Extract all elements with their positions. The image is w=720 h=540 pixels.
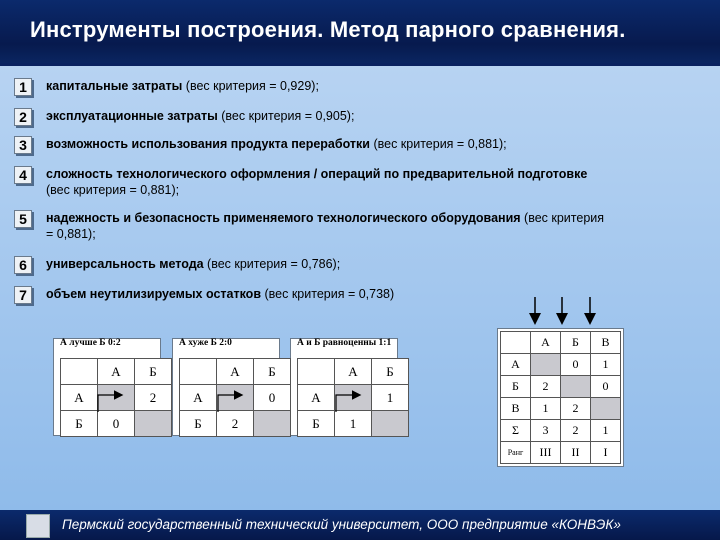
criterion-name: надежность и безопасность применяемого технологического оборудования bbox=[46, 211, 521, 225]
matrix-cell: 1 bbox=[531, 398, 561, 420]
criterion-number: 1 bbox=[14, 78, 32, 96]
criterion-number: 4 bbox=[14, 166, 32, 184]
example-cell: Б bbox=[298, 411, 335, 437]
example-cell: А bbox=[61, 385, 98, 411]
example-cell: А bbox=[217, 359, 254, 385]
example-caption: А и Б равноценны 1:1 bbox=[297, 338, 392, 348]
matrix-header-cell: Б bbox=[561, 332, 591, 354]
slide-title: Инструменты построения. Метод парного сравнения. bbox=[30, 17, 626, 42]
criterion-number: 7 bbox=[14, 286, 32, 304]
example-cell: Б bbox=[254, 359, 291, 385]
criterion-weight: (вес критерия = 0,786); bbox=[203, 257, 341, 271]
example-cell: Б bbox=[372, 359, 409, 385]
example-cell: Б bbox=[180, 411, 217, 437]
criterion-number: 5 bbox=[14, 210, 32, 228]
university-logo-icon bbox=[26, 514, 50, 538]
example-cell: Б bbox=[61, 411, 98, 437]
matrix-cell: 2 bbox=[561, 420, 591, 442]
criterion-weight: (вес критерия = 0,905); bbox=[217, 109, 355, 123]
example-cell: А bbox=[335, 359, 372, 385]
criterion-weight: (вес критерия = 0,881); bbox=[46, 211, 605, 241]
matrix-cell: В bbox=[501, 398, 531, 420]
example-cell: 2 bbox=[135, 385, 172, 411]
criterion-name: сложность технологического оформления / операций по предварительной подготовке bbox=[46, 167, 588, 181]
criterion-weight: (вес критерия = 0,738) bbox=[261, 287, 395, 301]
criterion-number: 2 bbox=[14, 108, 32, 126]
example-cell: Б bbox=[135, 359, 172, 385]
example-cell: 0 bbox=[98, 411, 135, 437]
criterion-name: капитальные затраты bbox=[46, 79, 183, 93]
example-arrow-1 bbox=[98, 395, 121, 412]
matrix-cell: 3 bbox=[531, 420, 561, 442]
example-caption: А хуже Б 2:0 bbox=[179, 338, 232, 348]
example-cell: А bbox=[180, 385, 217, 411]
matrix-cell: 0 bbox=[561, 354, 591, 376]
matrix-cell: 1 bbox=[591, 354, 621, 376]
matrix-cell: 2 bbox=[561, 398, 591, 420]
matrix-cell: 2 bbox=[531, 376, 561, 398]
matrix-cell: Ранг bbox=[501, 442, 531, 464]
example-arrow-2 bbox=[218, 395, 241, 412]
matrix-cell: I bbox=[591, 442, 621, 464]
matrix-cell: III bbox=[531, 442, 561, 464]
criterion-weight: (вес критерия = 0,929); bbox=[182, 79, 319, 93]
matrix-header-cell: А bbox=[531, 332, 561, 354]
matrix-cell: Σ bbox=[501, 420, 531, 442]
matrix-cell: 1 bbox=[591, 420, 621, 442]
example-caption: А лучше Б 0:2 bbox=[60, 338, 121, 348]
criterion-name: универсальность метода bbox=[46, 257, 204, 271]
footer-text: Пермский государственный технический университет, ООО предприятие «КОНВЭК» bbox=[62, 517, 621, 532]
example-arrow-3 bbox=[336, 395, 359, 412]
matrix-cell: Б bbox=[501, 376, 531, 398]
example-cell: А bbox=[98, 359, 135, 385]
criterion-weight: (вес критерия = 0,881); bbox=[46, 183, 180, 197]
criterion-name: возможность использования продукта переработки bbox=[46, 137, 370, 151]
criterion-name: объем неутилизируемых остатков bbox=[46, 287, 262, 301]
matrix-cell: А bbox=[501, 354, 531, 376]
example-cell: А bbox=[298, 385, 335, 411]
criterion-number: 3 bbox=[14, 136, 32, 154]
example-cell: 0 bbox=[254, 385, 291, 411]
criterion-name: эксплуатационные затраты bbox=[46, 109, 218, 123]
footer-bar bbox=[0, 510, 720, 540]
matrix-header-cell: В bbox=[591, 332, 621, 354]
matrix-cell: II bbox=[561, 442, 591, 464]
example-cell: 1 bbox=[335, 411, 372, 437]
criterion-weight: (вес критерия = 0,881); bbox=[370, 137, 507, 151]
matrix-cell: 0 bbox=[591, 376, 621, 398]
example-cell: 2 bbox=[217, 411, 254, 437]
criterion-number: 6 bbox=[14, 256, 32, 274]
example-cell: 1 bbox=[372, 385, 409, 411]
